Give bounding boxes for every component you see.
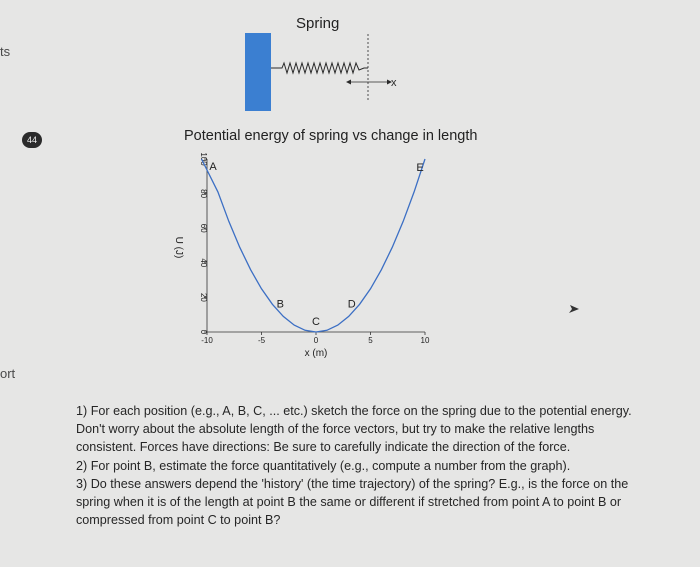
point-label-b: B: [276, 298, 284, 311]
y-tick-label: 0: [199, 329, 208, 335]
question-2: 2) For point B, estimate the force quantitatively (e.g., compute a number from the graph).: [76, 458, 571, 473]
x-tick-label: 10: [420, 336, 430, 345]
mouse-cursor-icon: [568, 304, 580, 314]
edge-text-bottom: ort: [0, 366, 16, 381]
x-tick-label: -5: [257, 336, 266, 345]
point-label-a: A: [209, 161, 217, 173]
chart: [160, 150, 450, 365]
x-tick-label: -10: [201, 336, 213, 345]
potential-energy-curve: [202, 159, 426, 332]
spring-wall: [245, 33, 271, 111]
spring-diagram-title: Spring: [296, 15, 340, 32]
point-label-c: C: [312, 316, 320, 328]
x-tick-label: 0: [313, 336, 319, 345]
y-tick-label: 100: [199, 152, 208, 166]
y-tick-label: 60: [199, 223, 208, 233]
chart-axes: [207, 159, 425, 332]
point-label-e: E: [416, 162, 424, 174]
x-arrow-tail: [346, 80, 351, 85]
question-1: 1) For each position (e.g., A, B, C, ... etc.) sketch the force on the spring due to the potential energy. Don't worry about the absolute length of the force vectors, but try to make the relative lengths consistent. Forces have directions: Be sure to carefully indicate the direction of the force.: [76, 404, 632, 455]
chart-title: Potential energy of spring vs change in length: [184, 128, 478, 144]
y-tick-label: 20: [199, 292, 208, 302]
spring-x-label: x: [391, 77, 397, 89]
question-number-badge: 44: [22, 132, 42, 148]
chart-curve-layer: [202, 159, 426, 332]
edge-text-top: ts: [0, 44, 11, 59]
x-tick-label: 5: [368, 336, 373, 345]
point-label-d: D: [347, 298, 356, 311]
spring-coil: [271, 63, 368, 73]
y-axis-label: U (J): [173, 236, 184, 259]
questions-block: [76, 402, 636, 529]
y-tick-label: 80: [199, 189, 208, 199]
y-tick-label: 40: [199, 258, 208, 268]
question-3: 3) Do these answers depend the 'history' (the time trajectory) of the spring? E.g., is the force on the spring when it is of the length at point B the same or different if stretched from point A to point B or compressed from point C to point B?: [76, 476, 629, 528]
x-axis-label: x (m): [304, 348, 328, 359]
spring-diagram: [240, 28, 410, 114]
chart-point-labels: [209, 161, 423, 328]
